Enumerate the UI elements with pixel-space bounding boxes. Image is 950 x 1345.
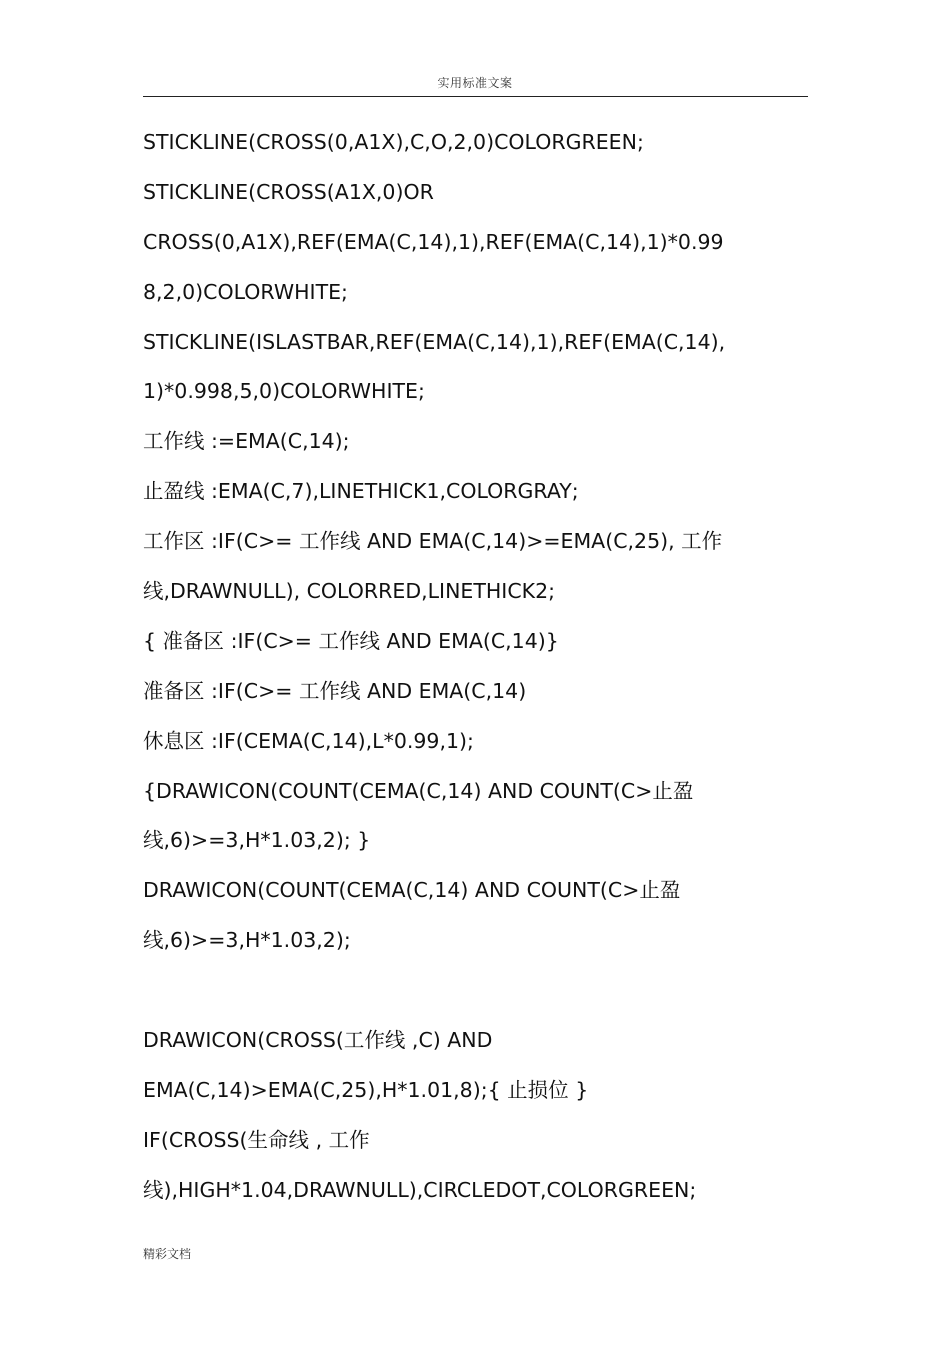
code-line: 8,2,0)COLORWHITE; [143, 279, 348, 304]
code-line: { 准备区 :IF(C>= 工作线 AND EMA(C,14)} [143, 628, 559, 653]
code-line: 1)*0.998,5,0)COLORWHITE; [143, 379, 425, 404]
code-line: 线,6)>=3,H*1.03,2); } [143, 828, 371, 853]
code-line: STICKLINE(CROSS(A1X,0)OR [143, 179, 434, 204]
code-line: 准备区 :IF(C>= 工作线 AND EMA(C,14) [143, 678, 527, 703]
code-line: EMA(C,14)>EMA(C,25),H*1.01,8);{ 止损位 } [143, 1077, 589, 1102]
blank-line [143, 970, 823, 1020]
code-line: STICKLINE(ISLASTBAR,REF(EMA(C,14),1),REF(EMA(C,14), [143, 329, 726, 354]
code-line: 工作线 :=EMA(C,14); [143, 429, 350, 454]
code-line: {DRAWICON(COUNT(CEMA(C,14) AND COUNT(C>止盈 [143, 778, 694, 803]
code-line: 工作区 :IF(C>= 工作线 AND EMA(C,14)>=EMA(C,25), 工作 [143, 529, 723, 554]
code-line: 线),HIGH*1.04,DRAWNULL),CIRCLEDOT,COLORGREEN; [143, 1177, 697, 1202]
code-line: DRAWICON(COUNT(CEMA(C,14) AND COUNT(C>止盈 [143, 878, 681, 903]
code-line: 线,6)>=3,H*1.03,2); [143, 928, 351, 953]
code-line: IF(CROSS(生命线 , 工作 [143, 1127, 370, 1152]
page-footer: 精彩文档 [143, 1247, 192, 1261]
code-line: 休息区 :IF(CEMA(C,14),L*0.99,1); [143, 728, 474, 753]
code-line: 线,DRAWNULL), COLORRED,LINETHICK2; [143, 579, 556, 604]
header-divider [143, 96, 808, 97]
page-header: 实用标准文案 [437, 76, 513, 90]
code-line: STICKLINE(CROSS(0,A1X),C,O,2,0)COLORGREEN; [143, 130, 644, 154]
code-line: CROSS(0,A1X),REF(EMA(C,14),1),REF(EMA(C,14),1)*0.99 [143, 229, 724, 254]
document-body [143, 122, 823, 1220]
code-line: DRAWICON(CROSS(工作线 ,C) AND [143, 1028, 493, 1053]
code-line: 止盈线 :EMA(C,7),LINETHICK1,COLORGRAY; [143, 479, 579, 504]
